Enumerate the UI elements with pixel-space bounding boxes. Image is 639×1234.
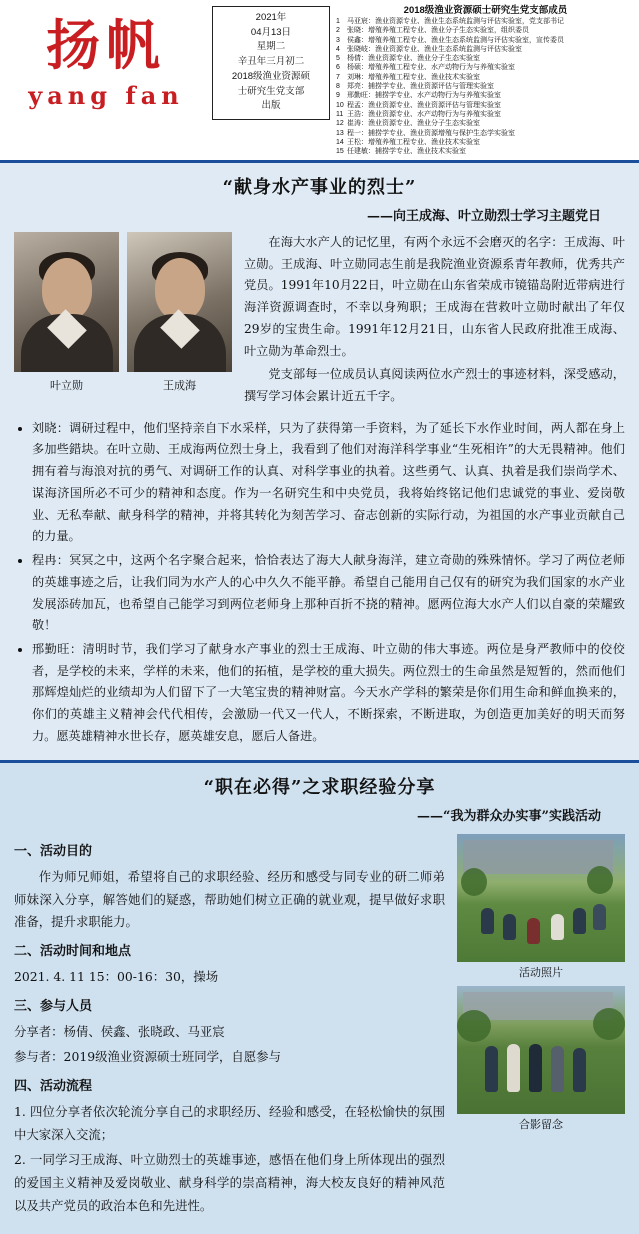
photo-block-group xyxy=(457,986,625,1132)
article-subtitle: ——向王成海、叶立勋烈士学习主题党日 xyxy=(366,209,601,224)
photo-tree xyxy=(457,1010,491,1042)
photo-person xyxy=(481,908,494,934)
photo-person xyxy=(507,1044,520,1092)
member-text: 张晓岐：渔业资源专业、渔业生态系统监测与评估实验室 xyxy=(347,45,522,53)
article-martyrs xyxy=(0,163,639,763)
lead-paragraph: 在海大水产人的记忆里，有两个永远不会磨灭的名字：王成海、叶立勋。王成海、叶立勋同志生前是我院渔业资源系青年教师，优秀共产党员。1991年10月22日，叶立勋在山东省荣成市镜锚岛附近带病进行海洋资源调查时，不幸以身殉职；王成海在营救叶立勋时献出了年仅29岁的宝贵生命。1991年12月21日，山东省人民政府批准王成海、叶立勋为革命烈士。 xyxy=(244,235,625,358)
photo-person xyxy=(573,908,586,934)
member-text: 刘琳：增殖养殖工程专业、渔业技术实验室 xyxy=(347,73,480,81)
photo-person xyxy=(551,914,564,940)
member-index: 2 xyxy=(336,27,340,35)
article-body-text xyxy=(14,834,457,1221)
member-row xyxy=(336,26,635,35)
member-index: 5 xyxy=(336,55,340,63)
section-heading: 一、活动目的 xyxy=(14,843,93,859)
masthead-title-cn: 扬帆 xyxy=(46,13,166,77)
photo-tree xyxy=(461,868,487,896)
member-text: 马亚宸：渔业资源专业、渔业生态系统监测与评估实验室，党支部书记 xyxy=(347,18,564,25)
member-row xyxy=(336,110,635,119)
member-text: 王浩：渔业资源专业、水产动物行为与养殖实验室 xyxy=(347,110,501,118)
member-index: 12 xyxy=(336,120,344,128)
body-paragraph: 2. 一同学习王成海、叶立勋烈士的英雄事迹，感悟在他们身上所体现出的强烈的爱国主义精神及爱岗敬业、献身科学的崇高精神，海大校友良好的精神风范以及共产党员的政治本色和先进性。 xyxy=(14,1152,445,1214)
masthead-title-en: yang fan xyxy=(28,81,184,111)
issue-line: 出版 xyxy=(261,100,281,112)
member-index: 15 xyxy=(336,148,344,156)
member-row xyxy=(336,101,635,110)
member-index: 14 xyxy=(336,138,344,146)
member-row xyxy=(336,82,635,91)
photo-person xyxy=(593,904,606,930)
page-header xyxy=(0,0,639,163)
body-paragraph: 2021. 4. 11 15：00-16：30，操场 xyxy=(14,969,219,985)
member-row xyxy=(336,36,635,45)
issue-line: 2018级渔业资源硕 xyxy=(231,70,311,82)
photo-tree xyxy=(593,1008,625,1040)
issue-line: 星期二 xyxy=(256,41,286,53)
section-heading: 三、参与人员 xyxy=(14,999,93,1015)
member-index: 8 xyxy=(336,83,340,91)
body-paragraph: 分享者：杨倩、侯鑫、张晓政、马亚宸 xyxy=(14,1024,225,1040)
portrait-caption: 叶立勋 xyxy=(50,379,83,392)
member-index: 6 xyxy=(336,64,340,72)
issue-line: 辛丑年三月初二 xyxy=(237,56,305,68)
article-lead xyxy=(232,232,625,410)
article-title: “献身水产事业的烈士” xyxy=(222,177,417,198)
member-text: 杨倩：渔业资源专业、渔业分子生态实验室 xyxy=(347,55,480,63)
member-text: 程孟：渔业资源专业、渔业资源评估与管理实验室 xyxy=(347,101,501,109)
member-text: 王松：增殖养殖工程专业、渔业技术实验室 xyxy=(347,138,480,146)
portrait-wang-chenghai xyxy=(127,232,232,372)
article-subtitle: ——“我为群众办实事”实践活动 xyxy=(417,808,601,824)
member-row xyxy=(336,119,635,128)
comment-list xyxy=(14,418,625,748)
section-heading: 二、活动时间和地点 xyxy=(14,944,132,960)
list-item: • 程冉：冥冥之中，这两个名字聚合起来，恰恰表达了海大人献身海洋，建立奇勋的殊殊情怀。学习了两位老师的英雄事迹之后，让我们同为水产人的心中久久不能平静。希望自己能用自己仅有的研究为我们国家的水产业发展添砖加瓦，也希望自己能学习到两位老师身上那种百折不挠的精神。愿两位海大水产人们以自豪的荣耀致敬！ xyxy=(32,550,625,637)
body-paragraph: 1. 四位分享者依次轮流分享自己的求职经历、经验和感受，在轻松愉快的氛围中大家深入交流； xyxy=(14,1104,445,1143)
portrait-ye-lixun xyxy=(14,232,119,372)
member-index: 1 xyxy=(336,18,340,25)
member-text: 任建敏：捕捞学专业、渔业技术实验室 xyxy=(347,148,466,156)
body-paragraph: 参与者：2019级渔业资源硕士班同学，自愿参与 xyxy=(14,1049,281,1065)
masthead xyxy=(0,0,212,110)
member-text: 杨硕：增殖养殖工程专业、水产动物行为与养殖实验室 xyxy=(347,64,515,72)
photo-person xyxy=(573,1048,586,1092)
member-row xyxy=(336,54,635,63)
member-row xyxy=(336,129,635,138)
member-row xyxy=(336,147,635,156)
issue-line: 04月13日 xyxy=(250,26,292,38)
photo-person xyxy=(551,1046,564,1092)
member-row xyxy=(336,17,635,26)
member-index: 13 xyxy=(336,129,344,137)
issue-line: 士研究生党支部 xyxy=(237,85,305,97)
member-row xyxy=(336,73,635,82)
section-heading: 四、活动流程 xyxy=(14,1079,93,1095)
issue-info-box xyxy=(212,6,330,120)
body-paragraph: 作为师兄师姐，希望将自己的求职经验、经历和感受与同专业的研二师弟师妹深入分享，解答她们的疑惑，帮助她们树立正确的就业观，提早做好求职准备，提升求职能力。 xyxy=(14,868,445,930)
photo-person xyxy=(527,918,540,944)
member-row xyxy=(336,91,635,100)
article-job-experience xyxy=(0,763,639,1234)
photo-person xyxy=(485,1046,498,1092)
member-text: 郑亮：捕捞学专业、渔业资源评估与管理实验室 xyxy=(347,83,494,91)
photo-caption: 合影留念 xyxy=(519,1117,563,1131)
issue-line: 2021年 xyxy=(255,12,287,23)
member-row xyxy=(336,138,635,147)
photo-column xyxy=(457,834,625,1221)
group-photo xyxy=(457,986,625,1114)
lead-paragraph: 党支部每一位成员认真阅读两位水产烈士的事迹材料，深受感动，撰写学习体会累计近五千字。 xyxy=(244,367,625,404)
member-text: 张晓：增殖养殖工程专业、渔业分子生态实验室，组织委员 xyxy=(347,27,529,35)
member-text: 程一：捕捞学专业、渔业资源增殖与保护生态学实验室 xyxy=(347,129,515,137)
member-text: 崔涛：渔业资源专业、渔业分子生态实验室 xyxy=(347,120,480,128)
portrait-group xyxy=(14,232,232,410)
photo-tree xyxy=(587,866,613,894)
portrait-caption: 王成海 xyxy=(163,379,196,392)
member-index: 3 xyxy=(336,36,340,44)
list-item: • 刘晓：调研过程中，他们坚持亲自下水采样，只为了获得第一手资料，为了延长下水作业时间，两人都在身上多加些錯块。在叶立勋、王成海两位烈士身上，我看到了他们对海洋科学事业“生死相许”的大无畏精神。他们拥有着与海浪对抗的勇气、对调研工作的认真、对科学事业的执着。这些勇气、认真、执着是我们崇尚学术、谋海济国所必不可少的精神和态度。作为一名研究生和中央党员，我将始终铭记他们忠诚党的事业、爱岗敬业、无私奉献、献身科学的精神，并将其转化为刻苦学习、奋志创新的实际行动，为祖国的水产事业贡献自己的力量。 xyxy=(32,418,625,548)
member-index: 11 xyxy=(336,110,344,118)
article-top-row xyxy=(14,232,625,410)
member-index: 10 xyxy=(336,101,344,109)
member-index: 9 xyxy=(336,92,340,100)
member-text: 邢勤旺：捕捞学专业、水产动物行为与养殖实验室 xyxy=(347,92,501,100)
article-body-row xyxy=(14,834,625,1221)
photo-person xyxy=(503,914,516,940)
member-row xyxy=(336,63,635,72)
activity-photo xyxy=(457,834,625,962)
photo-person xyxy=(529,1044,542,1092)
member-list-title: 2018级渔业资源硕士研究生党支部成员 xyxy=(403,5,568,16)
article-title: “职在必得”之求职经验分享 xyxy=(203,776,436,798)
member-index: 7 xyxy=(336,73,340,81)
member-list xyxy=(330,0,639,156)
member-index: 4 xyxy=(336,45,340,53)
photo-caption: 活动照片 xyxy=(519,965,563,979)
photo-block-activity xyxy=(457,834,625,980)
list-item: • 邢勤旺：清明时节，我们学习了献身水产事业的烈士王成海、叶立勋的伟大事迹。两位是身严教师中的佼佼者，是学校的未来，学样的未来，他们的拓植，是学校的重大损失。两位烈士的生命虽然是短暂的，然而他们那辉煌灿烂的业绩却为人们留下了一大笔宝贵的精神财富。今天水产学科的繁荣是你们用生命和鲜血换来的，你们的英雄主义精神会代代相传，会激励一代又一代人，不断探索，不断进取，为创造更加美好的明天而努力。愿英雄精神水世长存，愿英雄安息，愿后人备进。 xyxy=(32,639,625,748)
member-row xyxy=(336,45,635,54)
member-text: 侯鑫：增殖养殖工程专业、渔业生态系统监测与评估实验室，宣传委员 xyxy=(347,36,564,44)
